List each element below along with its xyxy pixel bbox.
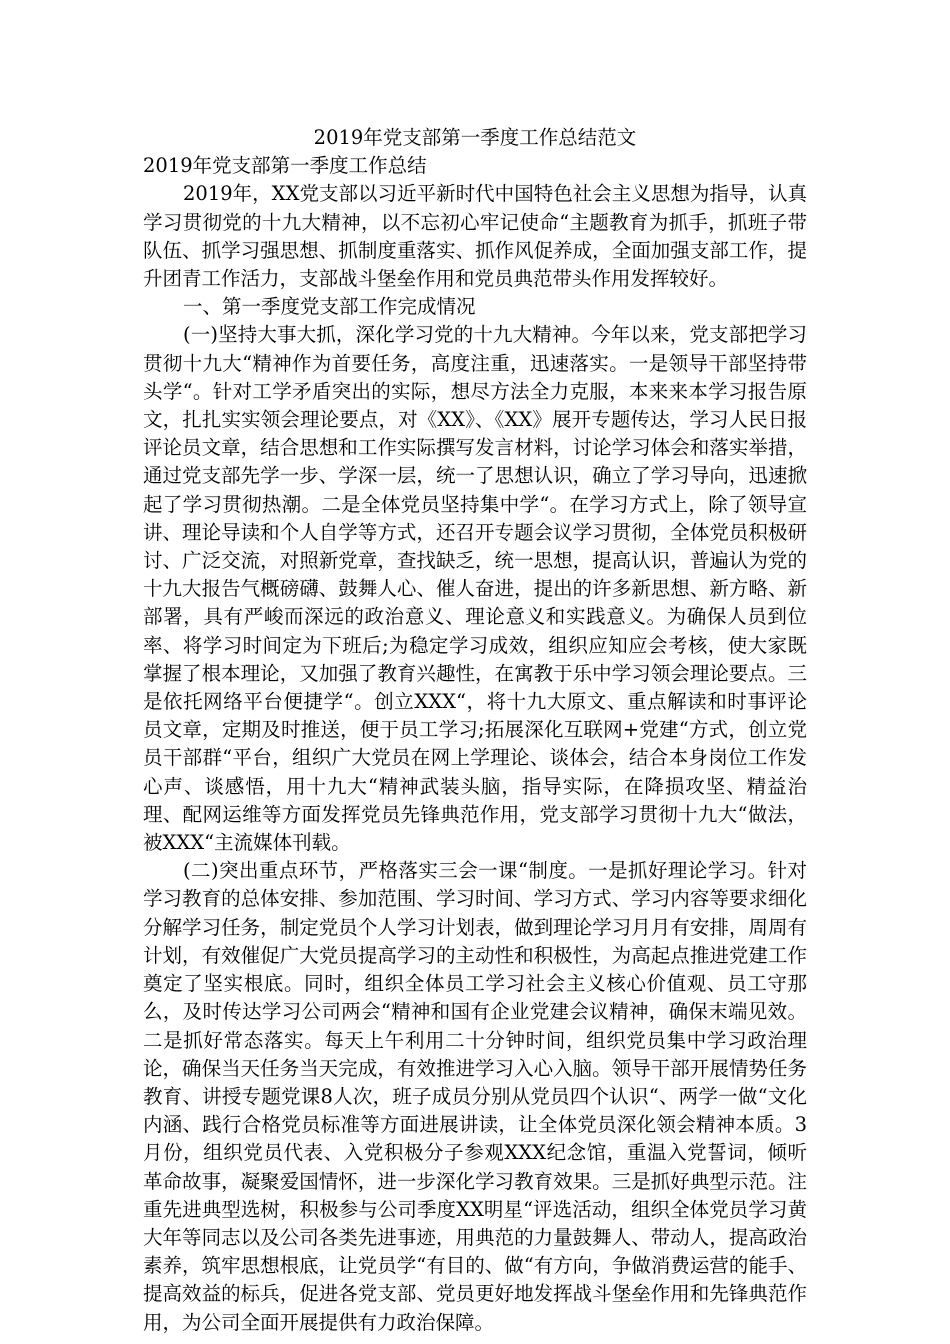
document-page [143, 124, 807, 1337]
paragraph-section-2: (二)突出重点环节，严格落实三会一课“制度。一是抓好理论学习。针对学习教育的总体安排、参加范围、学习时间、学习方式、学习内容等要求细化分解学习任务，制定党员个人学习计划表，做到理论学习月月有安排，周周有计划，有效催促广大党员提高学习的主动性和积极性，为高起点推进党建工作奠定了坚实根底。同时，组织全体员工学习社会主义核心价值观、员工守那么，及时传达学习公司两会“精神和国有企业党建会议精神，确保末端见效。二是抓好常态落实。每天上午利用二十分钟时间，组织党员集中学习政治理论，确保当天任务当天完成，有效推进学习入心入脑。领导干部开展情势任务教育、讲授专题党课8人次，班子成员分别从党员四个认识“、两学一做“文化内涵、践行合格党员标准等方面进展讲读，让全体党员深化领会精神本质。3月份，组织党员代表、入党积极分子参观XXX纪念馆，重温入党誓词，倾听革命故事，凝聚爱国情怀，进一步深化学习教育效果。三是抓好典型示范。注重先进典型选树，积极参与公司季度XX明星“评选活动，组织全体党员学习黄大年等同志以及公司各类先进事迹，用典范的力量鼓舞人、带动人，提高政治素养，筑牢思想根底，让党员学“有目的、做“有方向，争做消费运营的能手、提高效益的标兵，促进各党支部、党员更好地发挥战斗堡垒作用和先锋典范作用，为公司全面开展提供有力政治保障。 [143, 859, 807, 1334]
paragraph-section-1: (一)坚持大事大抓，深化学习党的十九大精神。今年以来，党支部把学习贯彻十九大“精神作为首要任务，高度注重，迅速落实。一是领导干部坚持带头学“。针对工学矛盾突出的实际，想尽方法全力克服，本来来本学习报告原文，扎扎实实领会理论要点，对《XX》、《XX》展开专题传达，学习人民日报评论员文章，结合思想和工作实际撰写发言材料，讨论学习体会和落实举措，通过党支部先学一步、学深一层，统一了思想认识，确立了学习导向，迅速掀起了学习贯彻热潮。二是全体党员坚持集中学“。在学习方式上，除了领导宣讲、理论导读和个人自学等方式，还召开专题会议学习贯彻，全体党员积极研讨、广泛交流，对照新党章，查找缺乏，统一思想，提高认识，普遍认为党的十九大报告气概磅礴、鼓舞人心、催人奋进，提出的许多新思想、新方略、新部署，具有严峻而深远的政治意义、理论意义和实践意义。为确保人员到位率、将学习时间定为下班后;为稳定学习成效，组织应知应会考核，使大家既掌握了根本理论，又加强了教育兴趣性，在寓教于乐中学习领会理论要点。三是依托网络平台便捷学“。创立XXX“，将十九大原文、重点解读和时事评论员文章，定期及时推送，便于员工学习;拓展深化互联网+党建“方式，创立党员干部群“平台，组织广大党员在网上学理论、谈体会，结合本身岗位工作发心声、谈感悟，用十九大“精神武装头脑，指导实际，在降损攻坚、精益治理、配网运维等方面发挥党员先锋典范作用，党支部学习贯彻十九大“做法，被XXX“主流媒体刊载。 [143, 323, 807, 855]
section-heading: 一、第一季度党支部工作完成情况 [183, 295, 476, 319]
document-subtitle: 2019年党支部第一季度工作总结 [143, 154, 427, 178]
paragraph-intro: 2019年，XX党支部以习近平新时代中国特色社会主义思想为指导，认真学习贯彻党的十九大精神，以不忘初心牢记使命“主题教育为抓手，抓班子带队伍、抓学习强思想、抓制度重落实、抓作风促养成，全面加强支部工作，提升团青工作活力，支部战斗堡垒作用和党员典范带头作用发挥较好。 [143, 182, 807, 291]
document-title: 2019年党支部第一季度工作总结范文 [313, 126, 637, 149]
